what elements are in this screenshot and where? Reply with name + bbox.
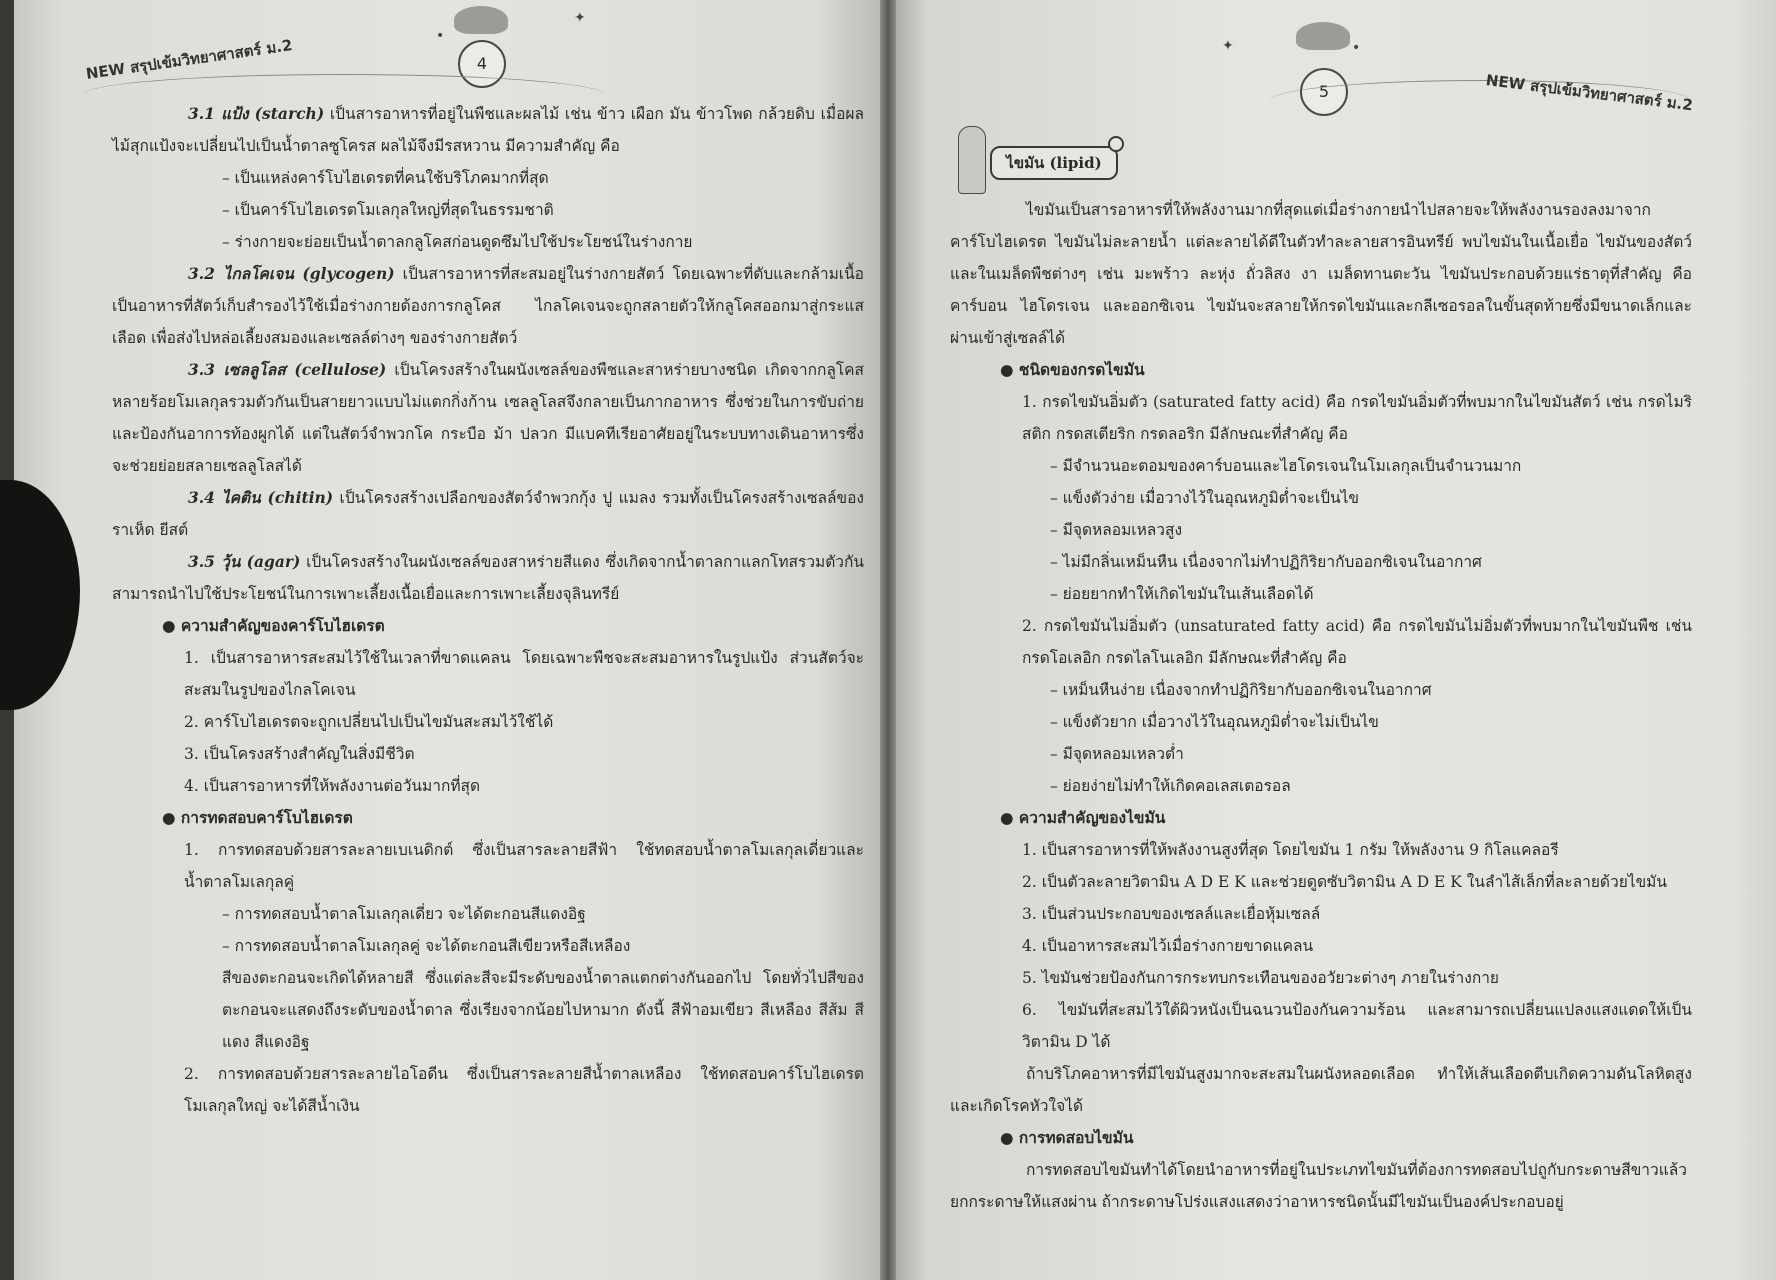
- paragraph-text: เป็นโครงสร้างในผนังเซลล์ของสาหร่ายสีแดง ซึ่งเกิดจากน้ำตาลกาแลกโทสรวมตัวกัน สามารถนำไปใช้ประโยชน์ในการเพาะเลี้ยงเนื้อเยื่อและการเพาะเลี้ยงจุลินทรีย์: [112, 553, 864, 603]
- paragraph-text: – แข็งตัวง่าย เมื่อวางไว้ในอุณหภูมิต่ำจะเป็นไข: [1050, 489, 1359, 507]
- paragraph-indent: [112, 98, 864, 162]
- paragraph-text: – การทดสอบน้ำตาลโมเลกุลคู่ จะได้ตะกอนสีเขียวหรือสีเหลือง: [222, 937, 631, 955]
- label-knob-icon: [1108, 136, 1124, 152]
- paragraph-indent: [112, 354, 864, 482]
- paragraph-text: เป็นโครงสร้างเปลือกของสัตว์จำพวกกุ้ง ปู แมลง รวมทั้งเป็นโครงสร้างเซลล์ของราเห็ด ยีสต์: [112, 489, 864, 539]
- paragraph-text: – เหม็นหืนง่าย เนื่องจากทำปฏิกิริยากับออกซิเจนในอากาศ: [1050, 681, 1432, 699]
- term-heading: 3.4 ไคติน (chitin): [188, 488, 334, 507]
- paragraph-dash: [950, 546, 1692, 578]
- paragraph-item: [112, 898, 864, 930]
- paragraph-bullet: [112, 610, 864, 642]
- paragraph-text: 1. กรดไขมันอิ่มตัว (saturated fatty acid) คือ กรดไขมันอิ่มตัวที่พบมากในไขมันสัตว์ เช่น กรดไมริสติก กรดสเตียริก กรดลอริก มีลักษณะที่สำคัญ คือ: [1022, 393, 1692, 443]
- paragraph-text: เป็นสารอาหารที่สะสมอยู่ในร่างกายสัตว์ โดยเฉพาะที่ตับและกล้ามเนื้อ เป็นอาหารที่สัตว์เก็บสำรองไว้ใช้เมื่อร่างกายต้องการกลูโคส ไกลโคเจนจะถูกสลายตัวให้กลูโคสออกมาสู่กระแสเลือด เพื่อส่งไปหล่อเลี้ยงสมองและเซลล์ต่างๆ ของร่างกายสัตว์: [112, 265, 864, 347]
- paragraph-dash: [950, 450, 1692, 482]
- paragraph-text: – ย่อยยากทำให้เกิดไขมันในเส้นเลือดได้: [1050, 585, 1314, 603]
- paragraph-text: ● ความสำคัญของคาร์โบไฮเดรต: [162, 616, 385, 635]
- term-heading: 3.3 เซลลูโลส (cellulose): [188, 360, 387, 379]
- section-label-box: [958, 140, 1122, 184]
- sparkle-icon: •: [1352, 40, 1361, 56]
- paragraph-num: [950, 834, 1692, 866]
- paragraph-text: ● ชนิดของกรดไขมัน: [1000, 360, 1145, 379]
- paragraph-text: 2. การทดสอบด้วยสารละลายไอโอดีน ซึ่งเป็นสารละลายสีน้ำตาลเหลือง ใช้ทดสอบคาร์โบไฮเดรตโมเลกุลใหญ่ จะได้สีน้ำเงิน: [184, 1065, 864, 1115]
- character-figure-icon: [958, 126, 986, 194]
- paragraph-num: [112, 834, 864, 898]
- paragraph-text: – มีจุดหลอมเหลวต่ำ: [1050, 745, 1184, 763]
- header-title-right: NEW สรุปเข้มวิทยาศาสตร์ ม.2: [1484, 71, 1694, 115]
- paragraph-item: [112, 930, 864, 962]
- paragraph-item: [112, 226, 864, 258]
- paragraph-text: เป็นโครงสร้างในผนังเซลล์ของพืชและสาหร่ายบางชนิด เกิดจากกลูโคสหลายร้อยโมเลกุลรวมตัวกันเป็นสายยาวแบบไม่แตกกิ่งก้าน เซลลูโลสจึงกลายเป็นกากอาหาร ซึ่งช่วยในการขับถ่ายและป้องกันอาการท้องผูกได้ แต่ในสัตว์จำพวกโค กระบือ ม้า ปลวก มีแบคทีเรียอาศัยอยู่ในระบบทางเดินอาหารซึ่งจะช่วยย่อยสลายเซลลูโลสได้: [112, 361, 864, 475]
- paragraph-text: – มีจุดหลอมเหลวสูง: [1050, 521, 1183, 539]
- paragraph-dash: [950, 738, 1692, 770]
- paragraph-item: [112, 962, 864, 1058]
- paragraph-indent: [950, 194, 1692, 354]
- paragraph-num: [950, 930, 1692, 962]
- paragraph-num: [112, 1058, 864, 1122]
- paragraph-text: 3. เป็นส่วนประกอบของเซลล์และเยื่อหุ้มเซลล์: [1022, 905, 1321, 923]
- header-title-left: NEW สรุปเข้มวิทยาศาสตร์ ม.2: [84, 36, 294, 83]
- paragraph-num: [112, 770, 864, 802]
- paragraph-text: สีของตะกอนจะเกิดได้หลายสี ซึ่งแต่ละสีจะมีระดับของน้ำตาลแตกต่างกันออกไป โดยทั่วไปสีของตะกอนจะแสดงถึงระดับของน้ำตาล ซึ่งเรียงจากน้อยไปหามาก ดังนี้ สีฟ้าอมเขียว สีเหลือง สีส้ม สีแดง สีแดงอิฐ: [222, 969, 864, 1051]
- paragraph-dash: [950, 770, 1692, 802]
- paragraph-text: – เป็นคาร์โบไฮเดรตโมเลกุลใหญ่ที่สุดในธรรมชาติ: [222, 201, 554, 219]
- paragraph-indent: [950, 1058, 1692, 1122]
- paragraph-num: [950, 994, 1692, 1058]
- paragraph-bullet: [950, 354, 1692, 386]
- paragraph-indent: [112, 546, 864, 610]
- sparkle-icon: •: [436, 28, 445, 44]
- paragraph-indent: [112, 482, 864, 546]
- paragraph-text: 2. เป็นตัวละลายวิตามิน A D E K และช่วยดูดซับวิตามิน A D E K ในลำไส้เล็กที่ละลายด้วยไขมัน: [1022, 873, 1667, 891]
- paragraph-bullet: [950, 1122, 1692, 1154]
- paragraph-text: – ไม่มีกลิ่นเหม็นหืน เนื่องจากไม่ทำปฏิกิริยากับออกซิเจนในอากาศ: [1050, 553, 1482, 571]
- paragraph-text: – เป็นแหล่งคาร์โบไฮเดรตที่คนใช้บริโภคมากที่สุด: [222, 169, 549, 187]
- paragraph-text: 2. คาร์โบไฮเดรตจะถูกเปลี่ยนไปเป็นไขมันสะสมไว้ใช้ได้: [184, 713, 554, 731]
- right-body-text: [950, 194, 1692, 1218]
- section-label: ไขมัน (lipid): [990, 146, 1118, 180]
- paragraph-bullet: [112, 802, 864, 834]
- paragraph-dash: [950, 514, 1692, 546]
- paragraph-text: 2. กรดไขมันไม่อิ่มตัว (unsaturated fatty acid) คือ กรดไขมันไม่อิ่มตัวที่พบมากในไขมันพืช เช่น กรดโอเลอิก กรดไลโนเลอิก มีลักษณะที่สำคัญ คือ: [1022, 617, 1692, 667]
- paragraph-text: เป็นสารอาหารที่อยู่ในพืชและผลไม้ เช่น ข้าว เผือก มัน ข้าวโพด กล้วยดิบ เมื่อผลไม้สุกแป้งจะเปลี่ยนไปเป็นน้ำตาลซูโครส ผลไม้จึงมีรสหวาน มีความสำคัญ คือ: [112, 105, 864, 155]
- sparkle-icon: ✦: [1222, 38, 1234, 54]
- paragraph-text: – ร่างกายจะย่อยเป็นน้ำตาลกลูโคสก่อนดูดซึมไปใช้ประโยชน์ในร่างกาย: [222, 233, 693, 251]
- paragraph-num: [112, 738, 864, 770]
- paragraph-text: 1. เป็นสารอาหารที่ให้พลังงานสูงที่สุด โดยไขมัน 1 กรัม ให้พลังงาน 9 กิโลแคลอรี: [1022, 841, 1559, 859]
- paragraph-dash: [950, 706, 1692, 738]
- page-number-right: 5: [1300, 68, 1348, 116]
- paragraph-indent: [112, 258, 864, 354]
- paragraph-num: [950, 898, 1692, 930]
- paragraph-num: [950, 866, 1692, 898]
- paragraph-dash: [950, 674, 1692, 706]
- paragraph-text: ● การทดสอบไขมัน: [1000, 1128, 1134, 1147]
- paragraph-num: [112, 706, 864, 738]
- paragraph-text: 4. เป็นอาหารสะสมไว้เมื่อร่างกายขาดแคลน: [1022, 937, 1314, 955]
- term-heading: 3.2 ไกลโคเจน (glycogen): [188, 264, 395, 283]
- paragraph-text: ● การทดสอบคาร์โบไฮเดรต: [162, 808, 353, 827]
- paragraph-num: [112, 642, 864, 706]
- paragraph-num: [950, 962, 1692, 994]
- paragraph-item: [112, 194, 864, 226]
- left-body-text: [112, 98, 864, 1122]
- paragraph-text: 1. การทดสอบด้วยสารละลายเบเนดิกต์ ซึ่งเป็นสารละลายสีฟ้า ใช้ทดสอบน้ำตาลโมเลกุลเดี่ยวและน้ำตาลโมเลกุลคู่: [184, 841, 864, 891]
- paragraph-text: – แข็งตัวยาก เมื่อวางไว้ในอุณหภูมิต่ำจะไม่เป็นไข: [1050, 713, 1379, 731]
- paragraph-text: – มีจำนวนอะตอมของคาร์บอนและไฮโดรเจนในโมเลกุลเป็นจำนวนมาก: [1050, 457, 1522, 475]
- paragraph-text: – การทดสอบน้ำตาลโมเลกุลเดี่ยว จะได้ตะกอนสีแดงอิฐ: [222, 905, 586, 923]
- paragraph-dash: [950, 578, 1692, 610]
- paragraph-text: การทดสอบไขมันทำได้โดยนำอาหารที่อยู่ในประเภทไขมันที่ต้องการทดสอบไปถูกับกระดาษสีขาวแล้วยกกระดาษให้แสงผ่าน ถ้ากระดาษโปร่งแสงแสดงว่าอาหารชนิดนั้นมีไขมันเป็นองค์ประกอบอยู่: [950, 1161, 1687, 1211]
- term-heading: 3.5 วุ้น (agar): [188, 552, 301, 571]
- page-number-left: 4: [458, 40, 506, 88]
- term-heading: 3.1 แป้ง (starch): [188, 104, 325, 123]
- paragraph-text: 1. เป็นสารอาหารสะสมไว้ใช้ในเวลาที่ขาดแคลน โดยเฉพาะพืชจะสะสมอาหารในรูปแป้ง ส่วนสัตว์จะสะสมในรูปของไกลโคเจน: [184, 649, 864, 699]
- paragraph-text: ● ความสำคัญของไขมัน: [1000, 808, 1166, 827]
- paragraph-text: 5. ไขมันช่วยป้องกันการกระทบกระเทือนของอวัยวะต่างๆ ภายในร่างกาย: [1022, 969, 1500, 987]
- book-gutter: [880, 0, 896, 1280]
- paragraph-text: – ย่อยง่ายไม่ทำให้เกิดคอเลสเตอรอล: [1050, 777, 1291, 795]
- paragraph-num: [950, 386, 1692, 450]
- lamp-decoration-icon: [1296, 22, 1350, 50]
- paragraph-text: 4. เป็นสารอาหารที่ให้พลังงานต่อวันมากที่สุด: [184, 777, 481, 795]
- paragraph-text: ไขมันเป็นสารอาหารที่ให้พลังงานมากที่สุดแต่เมื่อร่างกายนำไปสลายจะให้พลังงานรองลงมาจากคาร์โบไฮเดรต ไขมันไม่ละลายน้ำ แต่ละลายได้ดีในตัวทำละลายสารอินทรีย์ พบไขมันในเนื้อเยื่อ ไขมันของสัตว์ และในเมล็ดพืชต่างๆ เช่น มะพร้าว ละหุ่ง ถั่วลิสง งา เมล็ดทานตะวัน ไขมันประกอบด้วยแร่ธาตุที่สำคัญ คือ คาร์บอน ไฮโดรเจน และออกซิเจน ไขมันจะสลายให้กรดไขมันและกลีเซอรอลในขั้นสุดท้ายซึ่งมีขนาดเล็กและผ่านเข้าสู่เซลล์ได้: [950, 201, 1692, 347]
- paragraph-text: 6. ไขมันที่สะสมไว้ใต้ผิวหนังเป็นฉนวนป้องกันความร้อน และสามารถเปลี่ยนแปลงแสงแดดให้เป็นวิตามิน D ได้: [1022, 1001, 1692, 1051]
- sparkle-icon: ✦: [574, 10, 586, 26]
- lamp-decoration-icon: [454, 6, 508, 34]
- paragraph-num: [950, 610, 1692, 674]
- paragraph-bullet: [950, 802, 1692, 834]
- paragraph-text: 3. เป็นโครงสร้างสำคัญในสิ่งมีชีวิต: [184, 745, 415, 763]
- paragraph-dash: [950, 482, 1692, 514]
- paragraph-indent: [950, 1154, 1692, 1218]
- paragraph-text: ถ้าบริโภคอาหารที่มีไขมันสูงมากจะสะสมในผนังหลอดเลือด ทำให้เส้นเลือดตีบเกิดความดันโลหิตสูงและเกิดโรคหัวใจได้: [950, 1065, 1692, 1115]
- paragraph-item: [112, 162, 864, 194]
